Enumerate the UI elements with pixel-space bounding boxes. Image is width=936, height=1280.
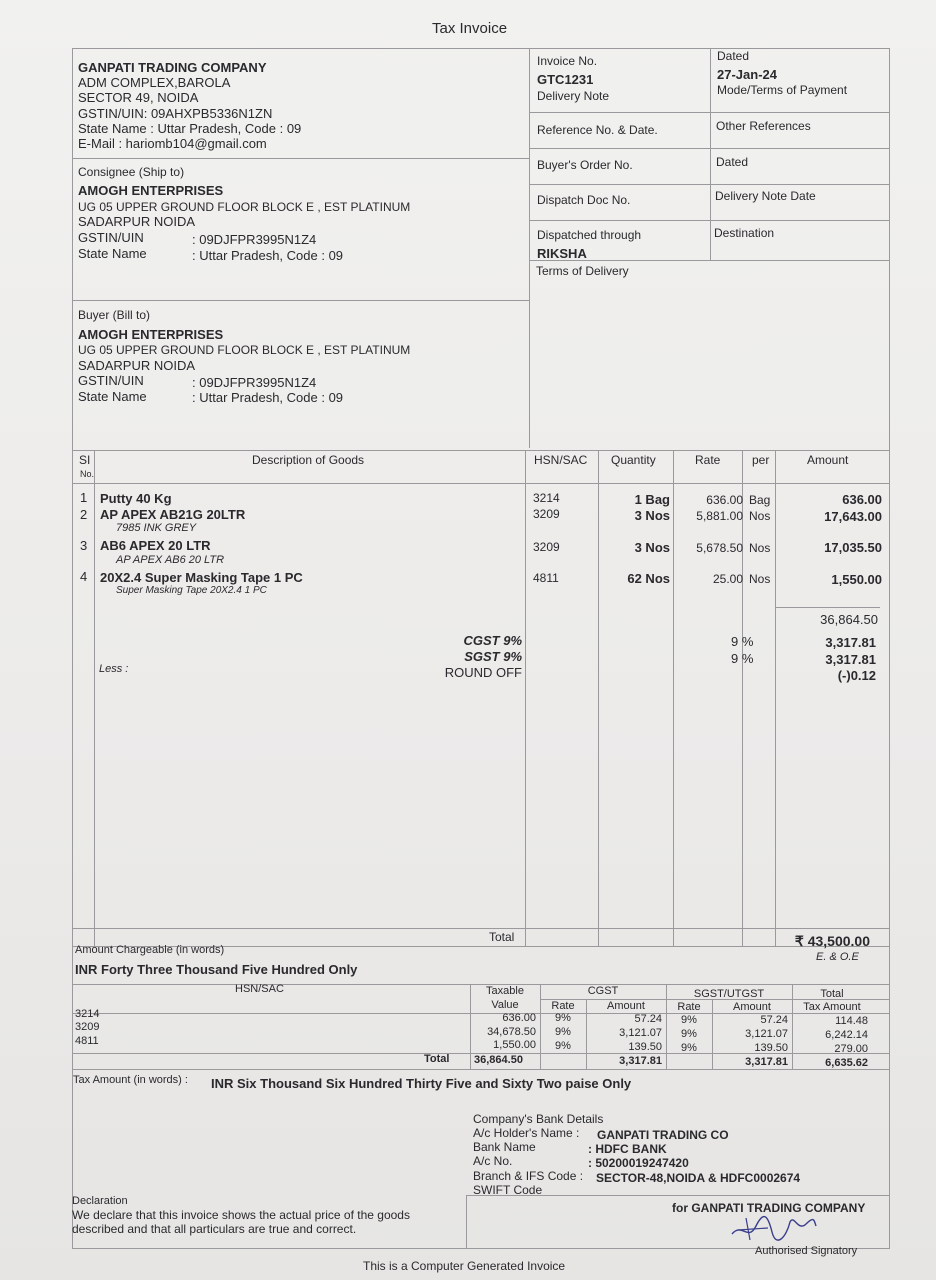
col-si [94,450,95,946]
tax-row-cgst-rate: 9% [555,1026,571,1038]
authorised-signatory-label: Authorised Signatory [755,1245,858,1257]
item-qty: 3 Nos [634,508,670,523]
cgst-amount: 3,317.81 [825,635,876,650]
meta-row4 [530,220,890,221]
tax-row-sgst-rate: 9% [681,1042,697,1054]
less-label: Less : [99,663,129,675]
item-qty: 62 Nos [627,571,670,586]
bank-branch-label: Branch & IFS Code : [473,1169,584,1183]
item-per: Nos [749,572,771,586]
item-qty: 1 Bag [634,492,670,507]
consignee-state-label: State Name [78,246,147,261]
seller-address2: SECTOR 49, NOIDA [78,90,199,105]
item-subdesc: Super Masking Tape 20X2.4 1 PC [116,585,267,596]
tax-row-sgst-rate: 9% [681,1014,697,1026]
buyer-address2: SADARPUR NOIDA [78,358,196,373]
for-company-label: for GANPATI TRADING COMPANY [672,1201,866,1215]
item-amount: 1,550.00 [831,572,882,587]
item-qty: 3 Nos [634,540,670,555]
tax-total-bottom [72,1069,890,1070]
buyers-order-label: Buyer's Order No. [537,158,633,172]
consignee-address2: SADARPUR NOIDA [78,214,196,229]
item-hsn: 3209 [533,507,560,521]
bank-acno-label: A/c No. [473,1154,513,1168]
seller-gstin: GSTIN/UIN: 09AHXPB5336N1ZN [78,106,273,121]
subtotal: 36,864.50 [820,612,878,627]
buyer-state-value: : Uttar Pradesh, Code : 09 [192,390,344,405]
tax-taxable-header1: Taxable [486,985,524,997]
reference-label: Reference No. & Date. [537,123,658,137]
tax-row-cgst-amount: 57.24 [634,1013,662,1025]
item-si: 2 [80,507,88,522]
consignee-state-value: : Uttar Pradesh, Code : 09 [192,248,344,263]
subtotal-line [775,607,880,608]
total-label: Total [489,930,515,944]
seller-state: State Name : Uttar Pradesh, Code : 09 [78,121,302,136]
item-subdesc: AP APEX AB6 20 LTR [116,554,225,566]
tax-total-header2: Tax Amount [803,1001,861,1013]
seller-name: GANPATI TRADING COMPANY [78,60,267,75]
frame-left [72,48,73,1248]
tax-total-sgst: 3,317.81 [745,1056,788,1068]
col-qty-header: Quantity [611,453,656,467]
tax-row-cgst-amount: 139.50 [628,1041,662,1053]
buyer-heading: Buyer (Bill to) [78,308,151,322]
tax-row-sgst-amount: 139.50 [754,1042,788,1054]
declaration-line1: We declare that this invoice shows the actual price of the goods [72,1208,410,1222]
item-per: Bag [749,493,771,507]
sign-divider [466,1195,467,1248]
terms-of-delivery-label: Terms of Delivery [536,264,629,278]
tax-row-total: 114.48 [835,1015,868,1027]
consignee-name: AMOGH ENTERPRISES [78,183,224,198]
tax-row-cgst-rate: 9% [555,1012,571,1024]
item-rate: 25.00 [712,572,743,586]
item-desc: AP APEX AB21G 20LTR [100,507,246,522]
cgst-label: CGST 9% [463,633,522,648]
bank-swift-label: SWIFT Code [473,1183,543,1197]
buyer-state-label: State Name [78,389,147,404]
tax-row-taxable: 34,678.50 [487,1026,536,1038]
items-header-bottom [72,483,890,484]
total-amount: ₹ 43,500.00 [794,933,870,949]
declaration-heading: Declaration [72,1195,128,1207]
tax-row-total: 279.00 [834,1043,868,1055]
item-desc: AB6 APEX 20 LTR [100,538,211,553]
consignee-address1: UG 05 UPPER GROUND FLOOR BLOCK E , EST PLATINUM [78,200,411,214]
consignee-gstin-label: GSTIN/UIN [78,230,144,245]
tax-cgst-rate-header: Rate [551,1000,575,1012]
invoice-no-label: Invoice No. [537,54,598,68]
tax-sgst-rate-header: Rate [677,1001,701,1013]
amount-words-label: Amount Chargeable (in words) [75,944,225,956]
col-rate [742,450,743,946]
item-per: Nos [749,509,771,523]
buyer-gstin-label: GSTIN/UIN [78,373,144,388]
page-title: Tax Invoice [432,20,508,37]
col-per [775,450,776,946]
item-desc: 20X2.4 Super Masking Tape 1 PC [100,570,303,585]
cgst-rate: 9 % [731,634,754,649]
item-rate: 636.00 [706,493,743,507]
tax-row-sgst-amount: 3,121.07 [745,1028,788,1040]
col-hsn-header: HSN/SAC [534,453,588,467]
col-desc-header: Description of Goods [252,453,365,467]
dispatched-through-label: Dispatched through [537,228,642,242]
col-si-header: SI [79,453,91,467]
item-si: 3 [80,538,88,553]
col-hsn [598,450,599,946]
consignee-gstin-value: : 09DJFPR3995N1Z4 [192,232,317,247]
eoe-label: E. & O.E [816,951,859,963]
round-off-label: ROUND OFF [444,665,522,680]
tax-cgst-header: CGST [587,985,619,997]
tax-row-total: 6,242.14 [825,1029,868,1041]
tax-total-taxable: 36,864.50 [474,1054,523,1066]
item-subdesc: 7985 INK GREY [116,522,197,534]
col-desc [525,450,526,946]
col-rate-header: Rate [695,453,721,467]
delivery-note-label: Delivery Note [537,89,610,103]
sgst-rate: 9 % [731,651,754,666]
item-hsn: 3209 [533,540,560,554]
item-per: Nos [749,541,771,555]
seller-email: E-Mail : hariomb104@gmail.com [78,136,267,151]
buyer-address1: UG 05 UPPER GROUND FLOOR BLOCK E , EST PLATINUM [78,343,411,357]
item-amount: 636.00 [842,492,882,507]
bank-acno-value: : 50200019247420 [588,1156,689,1170]
tax-total-cgst: 3,317.81 [619,1055,662,1067]
item-hsn: 3214 [533,491,560,505]
item-amount: 17,035.50 [824,540,882,555]
dated2-label: Dated [716,155,749,169]
tax-row-sgst-rate: 9% [681,1028,697,1040]
col-no-header: No. [80,469,95,479]
item-rate: 5,881.00 [696,509,743,523]
tax-row-sgst-amount: 57.24 [760,1014,788,1026]
tax-row-taxable: 636.00 [502,1012,536,1024]
buyer-gstin-value: : 09DJFPR3995N1Z4 [192,375,317,390]
tax-row-hsn: 4811 [75,1035,99,1047]
total-top [72,928,890,929]
dispatch-doc-label: Dispatch Doc No. [537,193,631,207]
tax-taxable-header2: Value [491,999,519,1011]
sgst-label: SGST 9% [464,649,522,664]
item-rate: 5,678.50 [696,541,743,555]
item-si: 4 [80,569,88,584]
col-per-header: per [752,453,770,467]
frame-right [889,48,890,1248]
tax-total-header1: Total [820,988,844,1000]
item-amount: 17,643.00 [824,509,882,524]
tax-hsn-header: HSN/SAC [235,983,284,995]
dated-value: 27-Jan-24 [717,67,777,82]
tax-cgst-amount-header: Amount [607,1000,645,1012]
footer-note: This is a Computer Generated Invoice [363,1259,566,1273]
col-amount-header: Amount [807,453,849,467]
bank-name-label: Bank Name [473,1140,536,1154]
amount-words: INR Forty Three Thousand Five Hundred Only [75,962,358,977]
tax-words-label: Tax Amount (in words) : [73,1074,188,1086]
tax-row-hsn: 3209 [75,1021,100,1033]
frame-top [72,48,890,49]
item-si: 1 [80,490,88,505]
buyer-name: AMOGH ENTERPRISES [78,327,224,342]
invoice-no: GTC1231 [537,72,594,87]
destination-label: Destination [714,226,775,240]
round-off-amount: (-)0.12 [837,668,876,683]
seller-bottom [72,158,530,159]
tax-words-value: INR Six Thousand Six Hundred Thirty Five and Sixty Two paise Only [211,1076,632,1091]
dispatched-through-value: RIKSHA [537,246,587,261]
tax-sgst-amount-header: Amount [733,1001,771,1013]
col-qty [673,450,674,946]
tax-total-label: Total [424,1053,450,1065]
tax-row-hsn: 3214 [75,1008,100,1020]
seller-address1: ADM COMPLEX,BAROLA [78,75,231,90]
bank-holder-label: A/c Holder's Name : [473,1126,580,1140]
bank-branch-value: SECTOR-48,NOIDA & HDFC0002674 [596,1171,801,1185]
mode-terms-label: Mode/Terms of Payment [717,83,848,97]
signature-mark [728,1212,818,1246]
tax-total-amount: 6,635.62 [825,1057,868,1069]
consignee-bottom [72,300,530,301]
items-header-top [72,450,890,451]
item-desc: Putty 40 Kg [100,491,172,506]
tax-sgst-header: SGST/UTGST [693,988,765,1000]
bank-holder-value: GANPATI TRADING CO [597,1128,729,1142]
delivery-note-date-label: Delivery Note Date [715,189,816,203]
tax-row-cgst-rate: 9% [555,1040,571,1052]
meta-row1 [530,112,890,113]
other-references-label: Other References [716,119,811,133]
meta-row3 [530,184,890,185]
dated-label: Dated [717,49,750,63]
consignee-heading: Consignee (Ship to) [78,165,185,179]
bank-name-value: : HDFC BANK [588,1142,667,1156]
sgst-amount: 3,317.81 [825,652,876,667]
bank-heading: Company's Bank Details [473,1112,604,1126]
tax-row-cgst-amount: 3,121.07 [619,1027,662,1039]
meta-divider [529,48,530,448]
meta-col-divider [710,48,711,260]
item-hsn: 4811 [533,571,559,585]
tax-row-taxable: 1,550.00 [493,1039,536,1051]
meta-row2 [530,148,890,149]
declaration-line2: described and that all particulars are true and correct. [72,1222,357,1236]
